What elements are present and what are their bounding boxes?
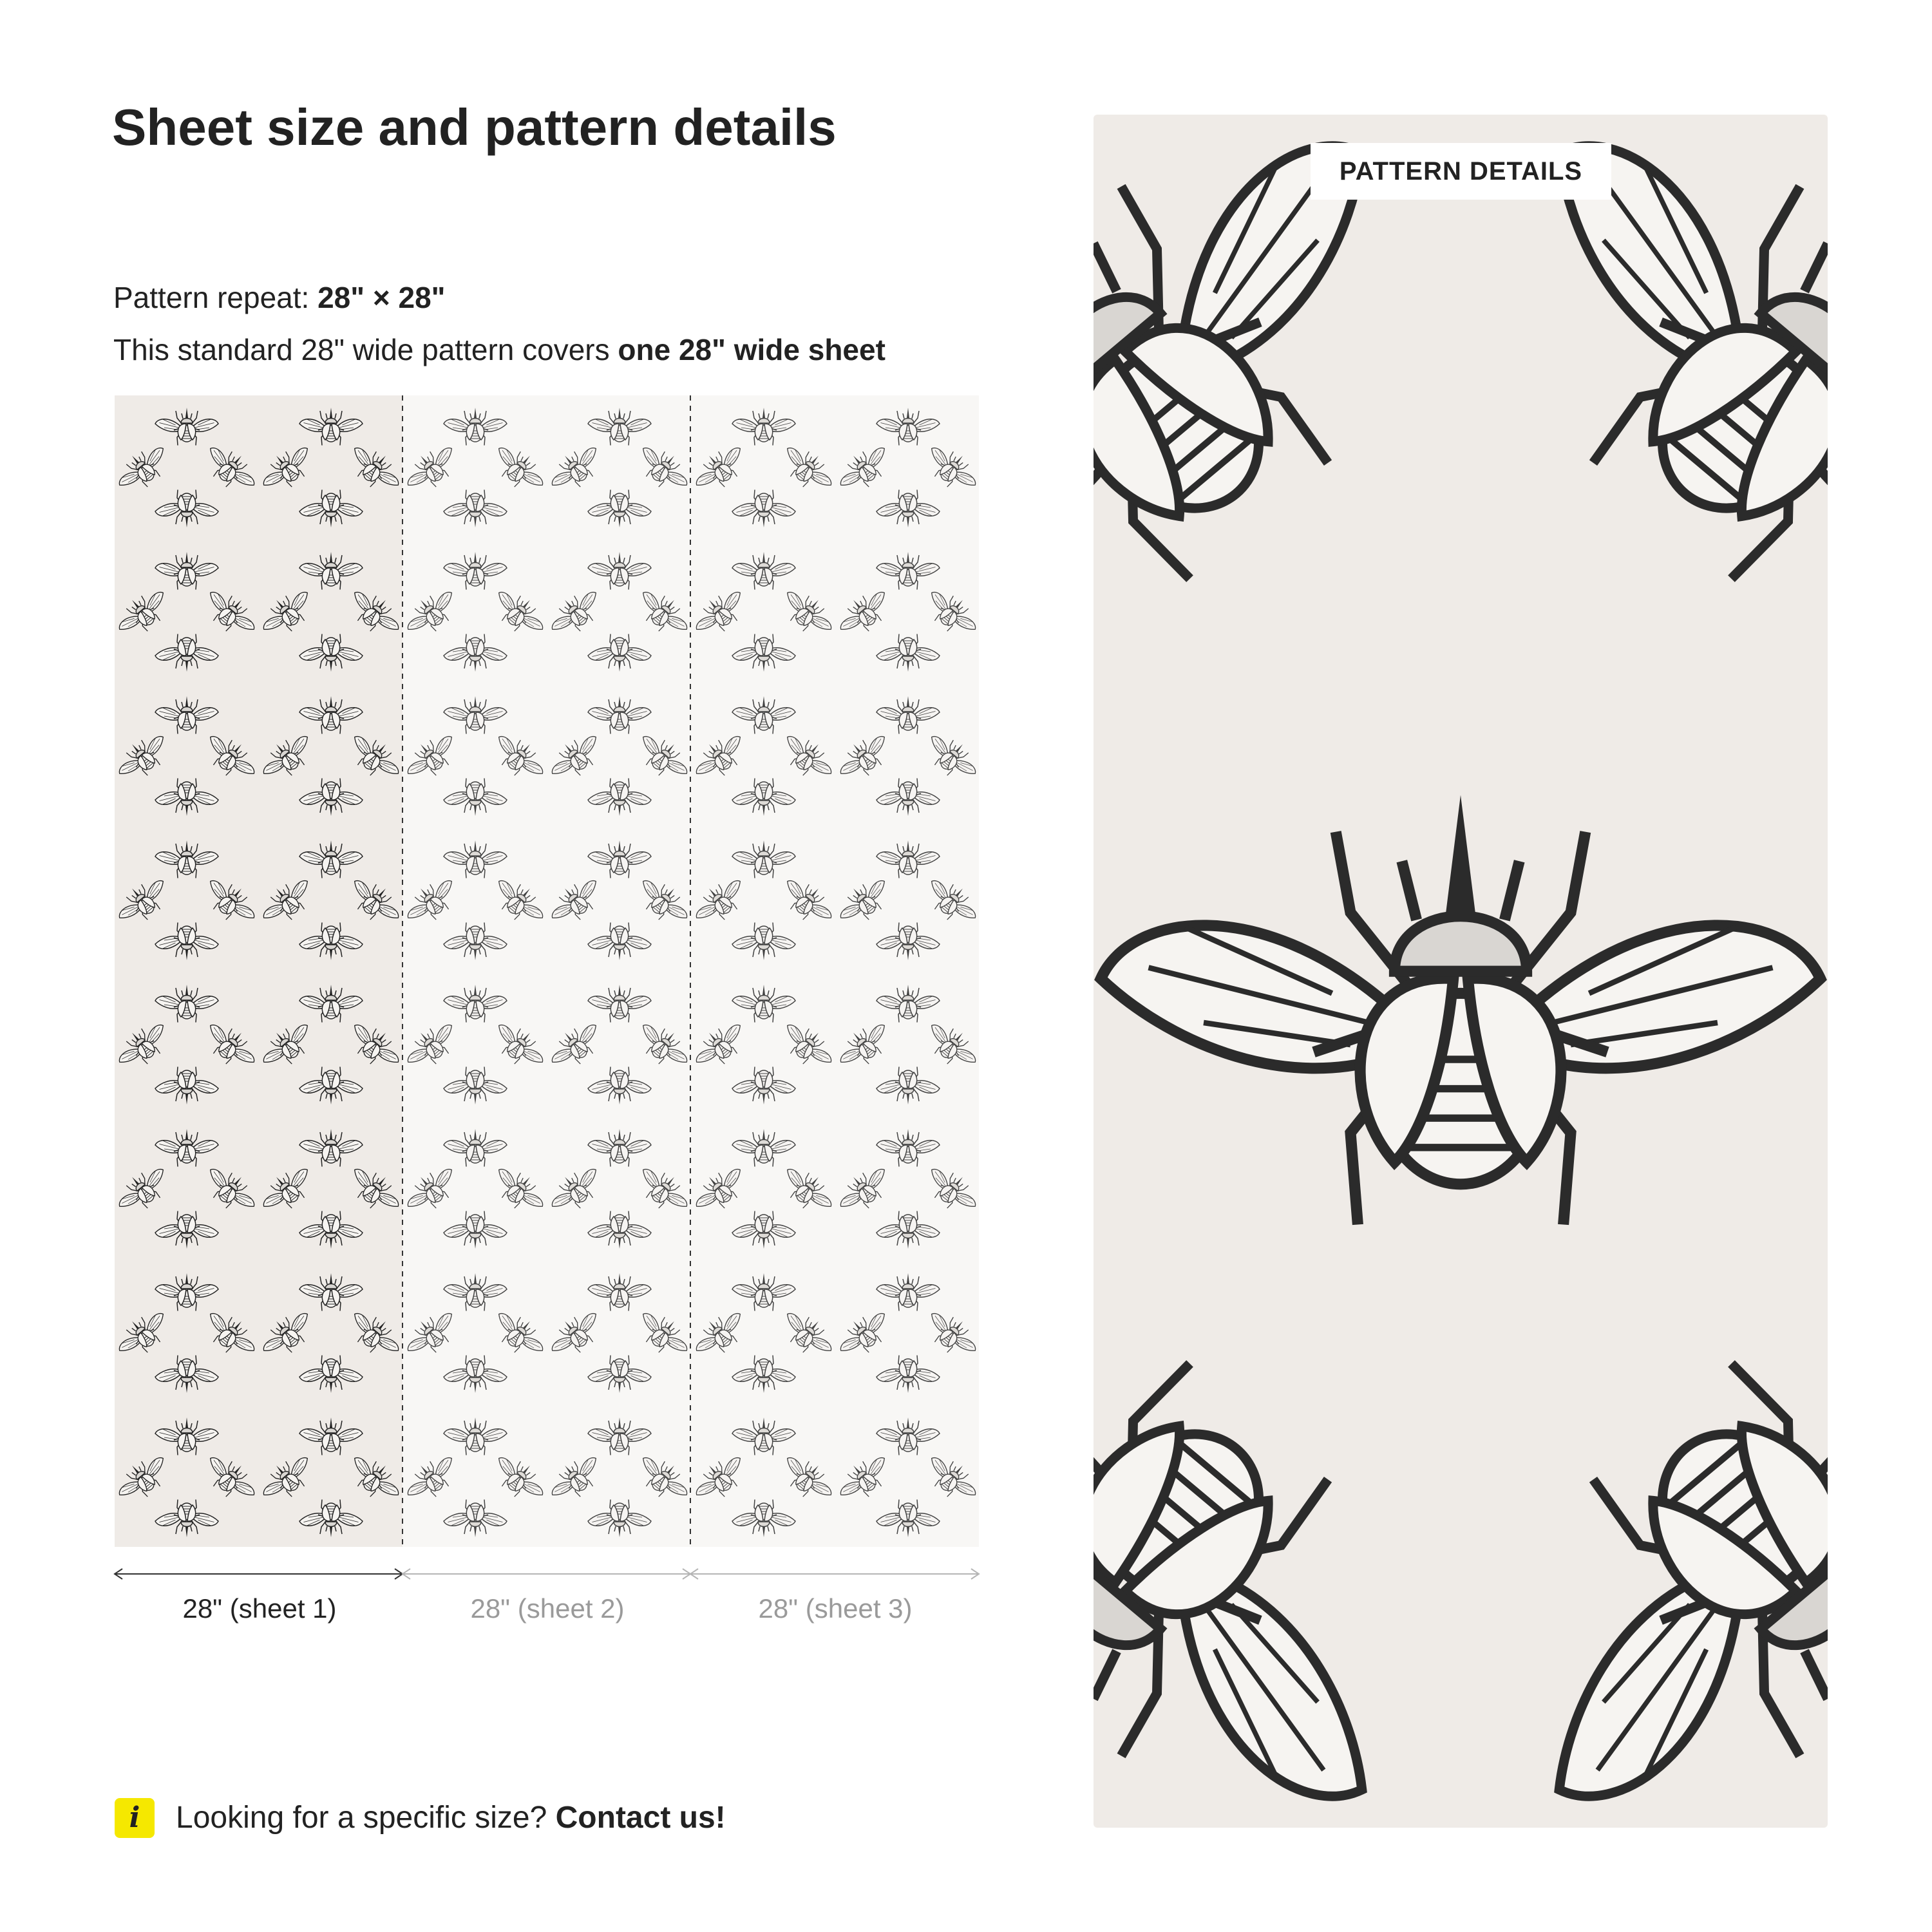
- coverage-line: [113, 332, 886, 367]
- beetle-bottom-right: [1421, 1218, 1828, 1828]
- beetle-bottom-left: [1094, 1218, 1501, 1828]
- beetle-top-left: [1094, 115, 1501, 724]
- coverage-emphasis: one 28" wide sheet: [618, 333, 886, 366]
- sheet-preview: [115, 395, 979, 1547]
- measure-arrow-1: [115, 1569, 402, 1579]
- coverage-text: This standard 28" wide pattern covers: [113, 333, 618, 366]
- measure-arrow-3: [690, 1569, 979, 1579]
- pattern-detail-panel: [1094, 115, 1828, 1828]
- sheet-2-3-pattern: [402, 395, 979, 1547]
- pattern-repeat-value: 28" × 28": [317, 281, 446, 314]
- beetle-center: [1101, 795, 1820, 1225]
- sheet-3-label: 28" (sheet 3): [758, 1593, 913, 1624]
- sheet-measure-lines: [111, 1561, 984, 1590]
- contact-line: [176, 1800, 726, 1835]
- info-icon: i: [115, 1798, 155, 1838]
- beetle-top-right: [1421, 115, 1828, 724]
- page-title: Sheet size and pattern details: [112, 99, 837, 156]
- contact-us-link[interactable]: Contact us!: [555, 1801, 726, 1835]
- pattern-repeat-label: Pattern repeat:: [113, 281, 318, 314]
- pattern-details-badge: PATTERN DETAILS: [1311, 143, 1611, 200]
- sheet-1-pattern: [115, 395, 402, 1547]
- contact-text: Looking for a specific size?: [176, 1801, 556, 1835]
- sheet-2-label: 28" (sheet 2): [470, 1593, 625, 1624]
- measure-arrow-2: [402, 1569, 690, 1579]
- sheet-1-label: 28" (sheet 1): [182, 1593, 337, 1624]
- pattern-repeat-line: [113, 280, 445, 315]
